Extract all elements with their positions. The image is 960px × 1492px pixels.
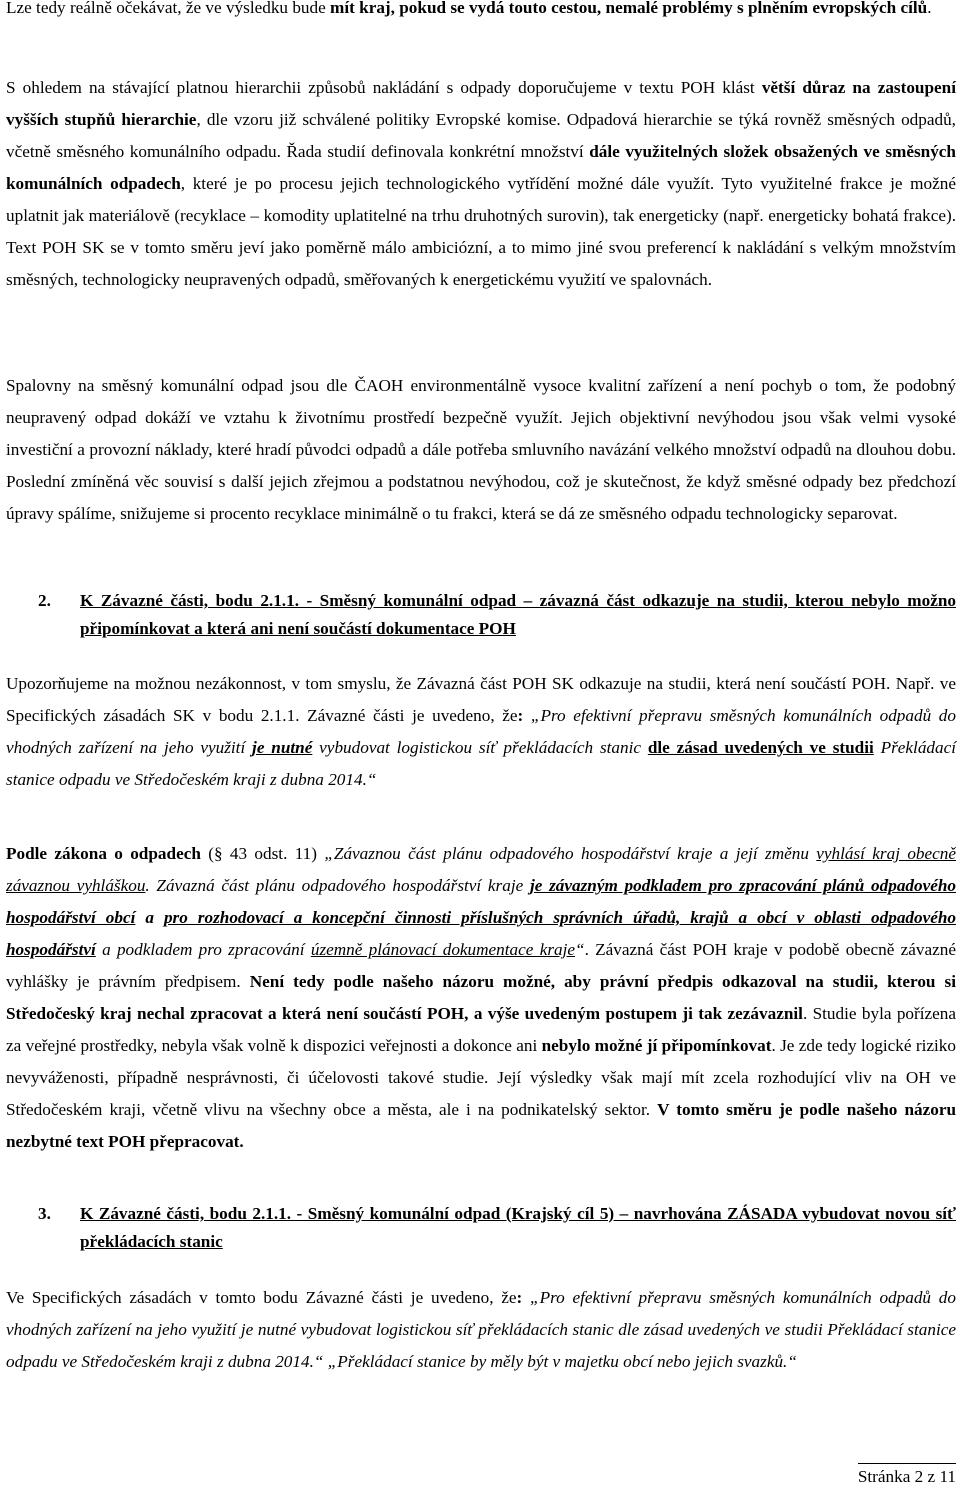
text-span: , dle vzoru již schválené politiky Evropské komise. Odpadová hierarchie se týká rovněž směsných odpadů, včetně směsného komunálního odpadu. Řada studií definovala konkrétní množství xyxy=(6,110,956,161)
underlined-text: vyhlásí kraj obecně závaznou vyhláškou xyxy=(6,844,956,895)
quote-text: „Pro efektivní přepravu směsných komunálních odpadů do vhodných zařízení na jeho využití xyxy=(6,706,956,757)
text-span: . Je zde tedy logické riziko nevyváženosti, případně nesprávnosti, či účelovosti takové studie. Její výsledky však mají mít zcela rozhodující vliv na OH ve Středočeském kraji, včetně vlivu na všechny obce a města, ale i na podnikatelský sektor. xyxy=(6,1036,956,1119)
bold-text: větší důraz na zastoupení vyšších stupňů hierarchie xyxy=(6,78,957,129)
bold-text: dále využitelných složek obsažených ve směsných komunálních odpadech xyxy=(6,142,956,193)
bold-text: mít kraj, pokud se vydá touto cestou, nemalé problémy s plněním evropských cílů xyxy=(330,0,928,17)
section-heading-3 xyxy=(38,1200,956,1256)
quote-text: . Závazná část plánu odpadového hospodářství kraje xyxy=(145,876,530,895)
emphasis-text: pro rozhodovací a koncepční činnosti příslušných správních úřadů, krajů a obcí v oblasti odpadového hospodářství xyxy=(6,908,957,959)
text-span: (§ 43 odst. 11) xyxy=(200,844,325,863)
bold-text: nebylo možné jí připomínkovat xyxy=(541,1036,772,1055)
page-footer xyxy=(858,1463,956,1488)
section-title: K Závazné části, bodu 2.1.1. - Směsný komunální odpad – závazná část odkazuje na studii, kterou nebylo možno připomínkovat a která ani není součástí dokumentace POH xyxy=(80,591,956,638)
section-title: K Závazné části, bodu 2.1.1. - Směsný komunální odpad (Krajský cíl 5) – navrhována ZÁSADA vybudovat novou síť překládacích stanic xyxy=(80,1204,956,1251)
text-span: Ve Specifických zásadách v tomto bodu Závazné části je uvedeno, že xyxy=(6,1288,517,1307)
section-number: 2. xyxy=(38,591,51,610)
bold-text: : xyxy=(516,1288,531,1307)
text-span: Lze tedy reálně očekávat, že ve výsledku bude xyxy=(6,0,331,17)
quote-text: „Pro efektivní přepravu směsných komunálních odpadů do vhodných zařízení na jeho využití je nutné vybudovat logistickou síť překládacích stanic dle zásad uvedených ve studii Překládací stanice odpadu ve Středočeském kraji z dubna 2014.“ „Překládací stanice by měly být v majetku obcí nebo jejich svazků.“ xyxy=(6,1288,956,1371)
text-span: Upozorňujeme na možnou nezákonnost, v tom smyslu, že Závazná část POH SK odkazuje na studii, která není součástí POH. Např. ve Specifických zásadách SK v bodu 2.1.1. Závazné části je uvedeno, že xyxy=(6,674,956,725)
bold-text: Není tedy podle našeho názoru možné, aby právní předpis odkazoval na studii, kterou si Středočeský kraj nechal zpracovat a která není součástí POH, a výše uvedeným postupem ji tak zezávaznil xyxy=(6,972,956,1023)
paragraph-law xyxy=(6,838,956,1158)
emphasis-text: dle zásad uvedených ve studii xyxy=(647,738,874,757)
quote-text: vybudovat logistickou síť překládacích stanic xyxy=(312,738,648,757)
bold-text: V tomto směru je podle našeho názoru nezbytné text POH přepracovat. xyxy=(6,1100,957,1151)
emphasis-text: je nutné xyxy=(252,738,313,757)
section-heading-2 xyxy=(38,587,956,643)
text-span: S ohledem na stávající platnou hierarchii způsobů nakládání s odpady doporučujeme v textu POH klást xyxy=(6,78,762,97)
paragraph-intro xyxy=(6,0,956,24)
quote-text: “ xyxy=(575,940,585,959)
paragraph-incinerators xyxy=(6,370,956,530)
quote-text: Překládací stanice odpadu ve Středočeském kraji z dubna 2014.“ xyxy=(6,738,957,789)
bold-text: Podle zákona o odpadech xyxy=(6,844,201,863)
bold-text: : xyxy=(517,706,531,725)
quote-text: a podkladem pro zpracování xyxy=(95,940,311,959)
text-span: . Studie byla pořízena za veřejné prostředky, nebyla však volně k dispozici veřejnosti a dokonce ani xyxy=(6,1004,956,1055)
paragraph-hierarchy xyxy=(6,72,956,296)
emphasis-text: je závazným podkladem pro zpracování plánů odpadového hospodářství obcí xyxy=(6,876,957,927)
underlined-text: územně plánovací dokumentace kraje xyxy=(310,940,576,959)
text-span: . xyxy=(927,0,932,17)
quote-text: „Závaznou část plánu odpadového hospodářství kraje a její změnu xyxy=(324,844,817,863)
text-span: Spalovny na směsný komunální odpad jsou dle ČAOH environmentálně vysoce kvalitní zařízení a není pochyb o tom, že podobný neupravený odpad dokáží ve vztahu k životnímu prostředí bezpečně využít. Jejich objektivní nevýhodou jsou však velmi vysoké investiční a provozní náklady, které hradí původci odpadů a dále potřeba smluvního navázání velkého množství odpadů na dlouhou dobu. Poslední zmíněná věc souvisí s další jejich zřejmou a podstatnou nevýhodou, což je skutečnost, že když směsné odpady bez předchozí úpravy spálíme, snižujeme si procento recyklace minimálně o tu frakci, která se dá ze směsného odpadu technologicky separovat. xyxy=(6,376,956,523)
page-number: Stránka 2 z 11 xyxy=(857,1467,956,1486)
bold-text: a xyxy=(135,908,164,927)
text-span: . Závazná část POH kraje v podobě obecně závazné vyhlášky je právním předpisem. xyxy=(6,940,957,991)
paragraph-illegality xyxy=(6,668,956,796)
section-number: 3. xyxy=(38,1204,51,1223)
paragraph-specific-rules xyxy=(6,1282,956,1378)
text-span: , které je po procesu jejich technologického vytřídění možné dále využít. Tyto využitelné frakce je možné uplatnit jak materiálově (recyklace – komodity uplatitelné na trhu druhotných surovin), tak energeticky (např. energeticky bohatá frakce). Text POH SK se v tomto směru jeví jako poměrně málo ambiciózní, a to mimo jiné svou preferencí k nakládání s velkým množstvím směsných, technologicky neupravených odpadů, směřovaných k energetickému využití ve spalovnách. xyxy=(6,174,956,289)
